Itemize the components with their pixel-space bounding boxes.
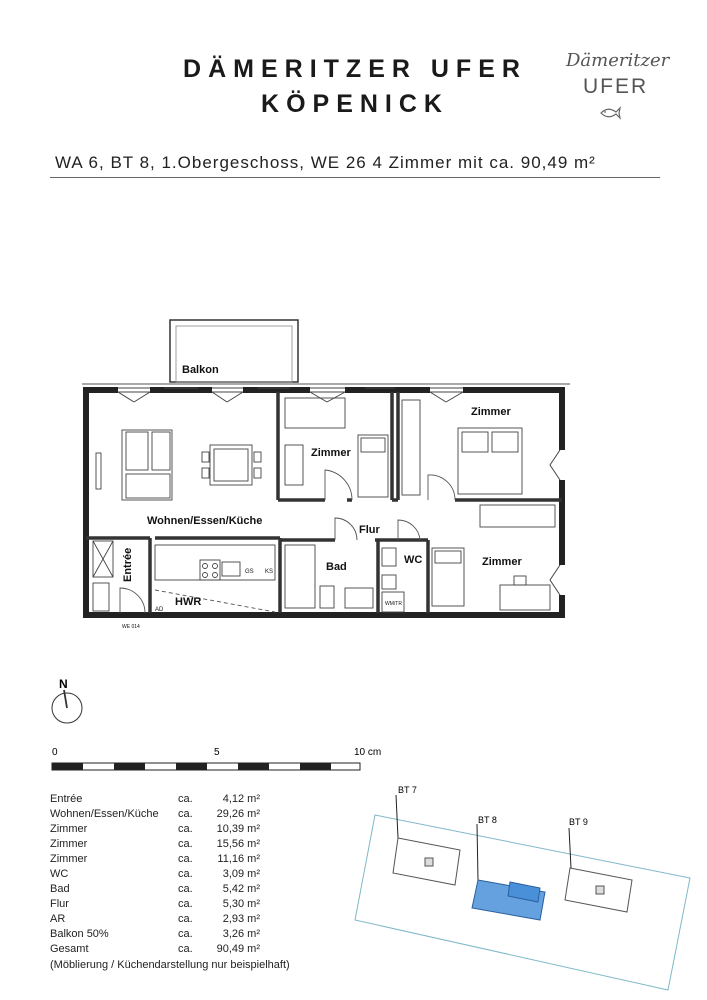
area-value: 15,56 m² xyxy=(216,838,260,850)
area-name: Flur xyxy=(50,898,69,910)
room-label-zimmer-a: Zimmer xyxy=(311,447,351,459)
room-label-bad: Bad xyxy=(326,561,347,573)
scale-label-5: 5 xyxy=(214,747,220,758)
area-name: Balkon 50% xyxy=(50,928,109,940)
area-ca-label: ca. xyxy=(178,853,193,865)
scale-label-0: 0 xyxy=(52,747,58,758)
area-row xyxy=(50,837,260,852)
area-row xyxy=(50,822,260,837)
area-row xyxy=(50,897,260,912)
area-row xyxy=(50,792,260,807)
furniture xyxy=(93,398,555,612)
area-ca-label: ca. xyxy=(178,883,193,895)
scale-label-10: 10 cm xyxy=(354,747,382,758)
area-ca-label: ca. xyxy=(178,943,193,955)
area-name: Entrée xyxy=(50,793,83,805)
area-name: Wohnen/Essen/Küche xyxy=(50,808,159,820)
area-row xyxy=(50,927,260,942)
site-label-bt9: BT 9 xyxy=(569,817,588,827)
area-ca-label: ca. xyxy=(178,913,193,925)
label-we: WE 014 xyxy=(122,624,140,630)
area-ca-label: ca. xyxy=(178,823,193,835)
area-value: 10,39 m² xyxy=(216,823,260,835)
room-label-zimmer-c: Zimmer xyxy=(482,556,522,568)
area-row xyxy=(50,942,260,957)
label-ad: AD xyxy=(155,607,164,613)
area-ca-label: ca. xyxy=(178,928,193,940)
area-table xyxy=(50,792,260,957)
area-ca-label: ca. xyxy=(178,793,193,805)
logo-script-text: Dämeritzer xyxy=(566,50,670,71)
site-label-bt7: BT 7 xyxy=(398,785,417,795)
room-label-wc: WC xyxy=(404,554,423,566)
scale-bar xyxy=(52,763,360,770)
area-row xyxy=(50,882,260,897)
area-value: 11,16 m² xyxy=(217,853,260,865)
area-value: 3,26 m² xyxy=(222,928,260,940)
label-ks: KS xyxy=(265,569,274,575)
area-name: AR xyxy=(50,913,66,925)
exterior-walls xyxy=(83,390,565,618)
area-row xyxy=(50,852,260,867)
label-gs: GS xyxy=(245,569,254,575)
area-value: 5,30 m² xyxy=(222,898,260,910)
area-value: 90,49 m² xyxy=(216,943,260,955)
area-row xyxy=(50,912,260,927)
compass-icon xyxy=(52,690,82,723)
room-label-flur: Flur xyxy=(359,524,380,536)
area-value: 4,12 m² xyxy=(222,793,260,805)
project-location: KÖPENICK xyxy=(261,90,449,118)
room-label-hwr: HWR xyxy=(175,596,202,608)
furniture-note: (Möblierung / Küchendarstellung nur beispielhaft) xyxy=(50,959,290,971)
area-value: 2,93 m² xyxy=(222,913,260,925)
area-row xyxy=(50,807,260,822)
site-label-bt8: BT 8 xyxy=(478,815,497,825)
area-name: Zimmer xyxy=(50,838,88,850)
area-name: Bad xyxy=(50,883,70,895)
area-ca-label: ca. xyxy=(178,808,193,820)
area-name: Gesamt xyxy=(50,943,89,955)
area-name: Zimmer xyxy=(50,853,88,865)
room-label-zimmer-b: Zimmer xyxy=(471,406,511,418)
project-title: DÄMERITZER UFER xyxy=(183,55,527,83)
site-plan xyxy=(355,795,690,990)
area-name: Zimmer xyxy=(50,823,88,835)
room-label-entree: Entrée xyxy=(122,547,134,582)
room-label-balkon: Balkon xyxy=(182,364,219,376)
logo-word: UFER xyxy=(583,75,649,98)
apartment-subtitle: WA 6, BT 8, 1.Obergeschoss, WE 26 4 Zimmer mit ca. 90,49 m² xyxy=(55,153,596,172)
area-name: WC xyxy=(50,868,69,880)
room-label-wohnen: Wohnen/Essen/Küche xyxy=(147,515,263,527)
area-value: 5,42 m² xyxy=(222,883,260,895)
area-value: 3,09 m² xyxy=(222,868,260,880)
label-wmtr: WM/TR xyxy=(385,601,402,607)
area-ca-label: ca. xyxy=(178,868,193,880)
area-ca-label: ca. xyxy=(178,898,193,910)
area-value: 29,26 m² xyxy=(216,808,260,820)
area-ca-label: ca. xyxy=(178,838,193,850)
area-row xyxy=(50,867,260,882)
compass-north-label: N xyxy=(59,677,68,691)
